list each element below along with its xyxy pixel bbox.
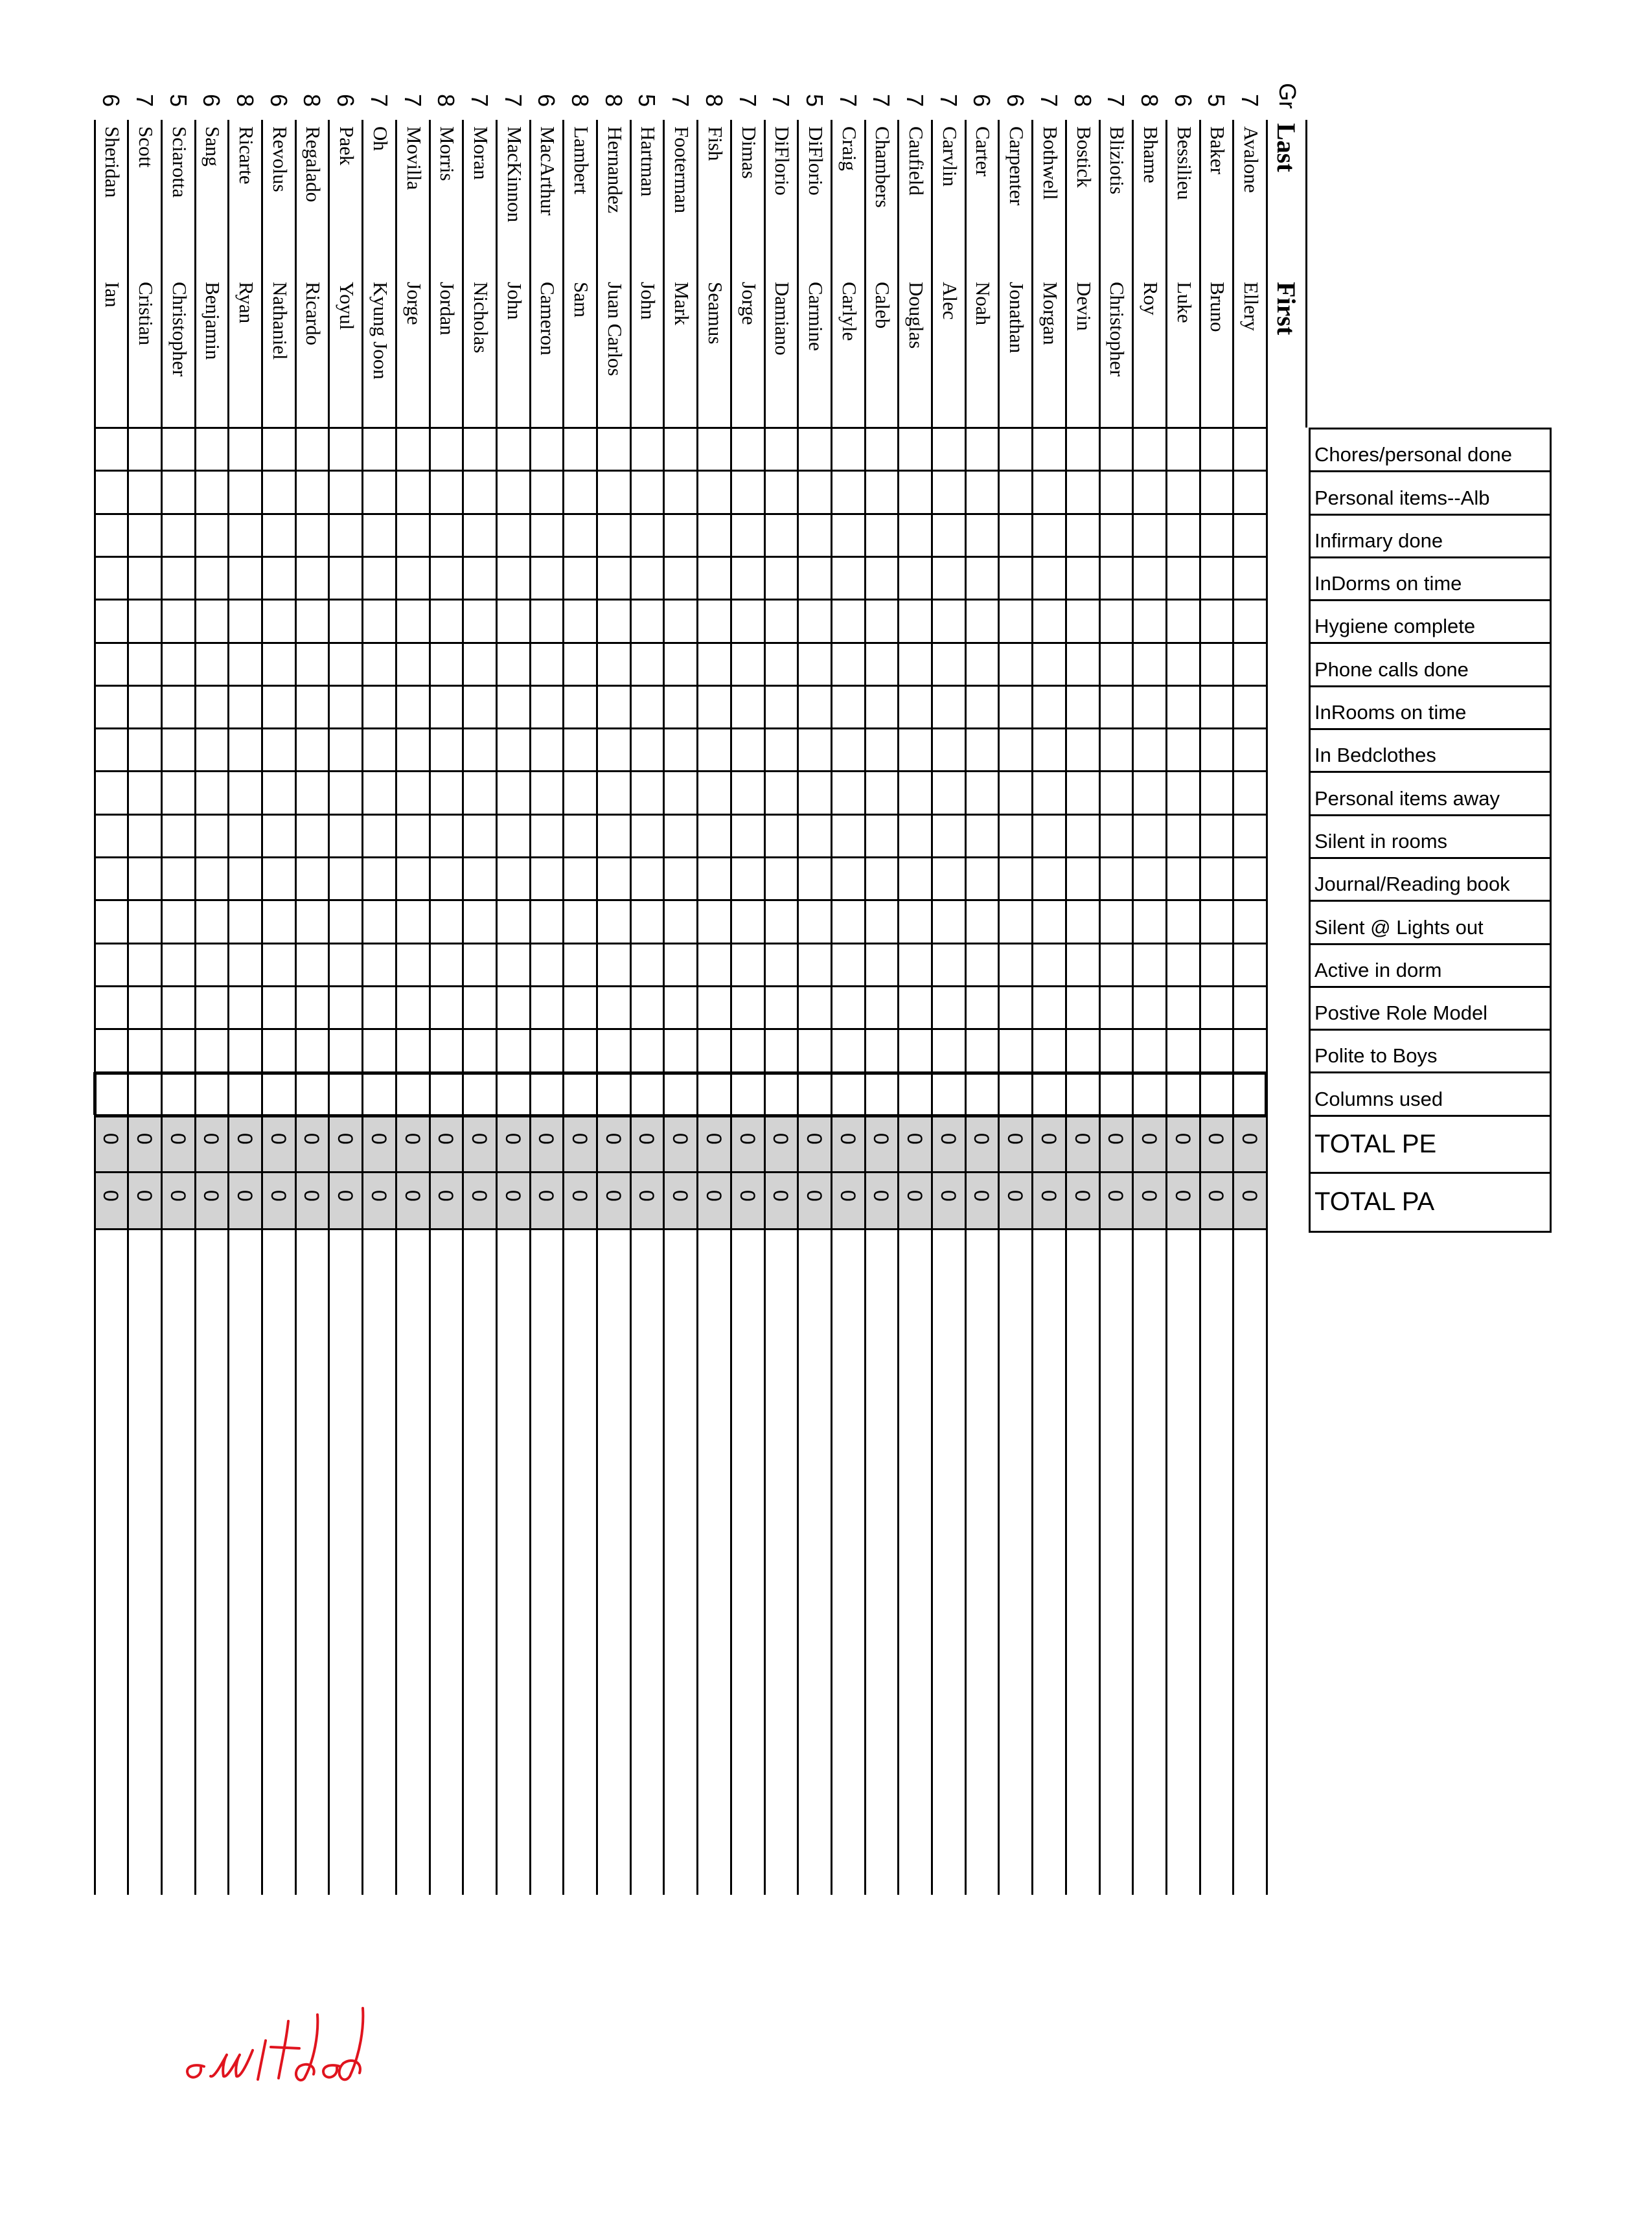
student-grade: 6: [98, 94, 125, 108]
total-value: 0: [1171, 1189, 1195, 1202]
header-first: First: [1272, 282, 1301, 336]
column-divider: [1232, 120, 1234, 1895]
total-value: 0: [702, 1189, 726, 1202]
total-value: 0: [1171, 1132, 1195, 1145]
column-divider: [998, 120, 1000, 1895]
student-grade: 6: [332, 94, 360, 108]
criteria-label: Personal items--Alb: [1311, 472, 1550, 515]
student-grade: 6: [265, 94, 292, 108]
total-value: 0: [635, 1132, 659, 1145]
student-first-name: Cameron: [536, 282, 560, 356]
total-value: 0: [1137, 1132, 1161, 1145]
total-value: 0: [601, 1189, 625, 1202]
criteria-rule: [95, 1114, 1267, 1117]
total-value: 0: [132, 1189, 156, 1202]
student-last-name: Sciarotta: [168, 126, 191, 198]
student-first-name: Carmine: [804, 282, 827, 351]
criteria-panel: [1309, 428, 1552, 1233]
student-grade: 8: [1069, 94, 1096, 108]
column-divider: [831, 120, 832, 1895]
student-last-name: Baker: [1206, 126, 1230, 175]
criteria-rule: [95, 770, 1267, 772]
student-first-name: Benjamin: [201, 282, 225, 360]
criteria-rule: [95, 599, 1267, 601]
student-first-name: Seamus: [704, 282, 727, 345]
criteria-rule: [95, 642, 1267, 644]
student-last-name: Hernandez: [603, 126, 626, 214]
student-grade: 7: [399, 94, 426, 108]
student-grade: 7: [1035, 94, 1062, 108]
total-value: 0: [132, 1132, 156, 1145]
student-last-name: Moran: [469, 126, 492, 180]
student-last-name: Ricarte: [235, 126, 258, 185]
student-grade: 7: [365, 94, 393, 108]
student-last-name: Chambers: [871, 126, 895, 208]
student-last-name: Carpenter: [1005, 126, 1029, 206]
student-last-name: Bhame: [1139, 126, 1162, 183]
total-value: 0: [300, 1132, 324, 1145]
total-value: 0: [669, 1132, 693, 1145]
total-value: 0: [970, 1189, 994, 1202]
criteria-rule: [95, 1028, 1267, 1030]
total-value: 0: [869, 1189, 893, 1202]
total-value: 0: [434, 1132, 458, 1145]
student-last-name: Oh: [369, 126, 392, 151]
criteria-label: Polite to Boys: [1311, 1031, 1550, 1073]
criteria-rule: [95, 814, 1267, 816]
criteria-label: Personal items away: [1311, 773, 1550, 816]
student-first-name: Ian: [101, 282, 124, 308]
student-first-name: Ricardo: [302, 282, 325, 346]
criteria-label: InRooms on time: [1311, 687, 1550, 730]
student-last-name: Sheridan: [101, 126, 124, 198]
total-value: 0: [501, 1189, 525, 1202]
total-value: 0: [200, 1132, 224, 1145]
total-value: 0: [1104, 1189, 1128, 1202]
total-value: 0: [802, 1132, 826, 1145]
total-value: 0: [1204, 1132, 1228, 1145]
column-divider: [462, 120, 464, 1895]
column-divider: [730, 120, 732, 1895]
student-last-name: Caufield: [905, 126, 928, 196]
student-first-name: Carlyle: [838, 282, 861, 341]
column-divider: [1165, 120, 1167, 1895]
criteria-rule: [95, 470, 1267, 472]
student-last-name: Footerman: [671, 126, 694, 214]
total-label: TOTAL PE: [1311, 1117, 1550, 1174]
total-value: 0: [769, 1132, 793, 1145]
student-grade: 7: [834, 94, 862, 108]
column-divider: [931, 120, 933, 1895]
total-value: 0: [467, 1132, 491, 1145]
criteria-label: Active in dorm: [1311, 945, 1550, 988]
student-grade: 8: [567, 94, 593, 108]
total-value: 0: [735, 1132, 759, 1145]
criteria-rule: [95, 685, 1267, 687]
column-divider: [1099, 120, 1101, 1895]
criteria-label: Columns used: [1311, 1073, 1550, 1116]
student-first-name: Nathaniel: [268, 282, 292, 360]
column-divider: [864, 120, 866, 1895]
criteria-rule: [95, 556, 1267, 558]
column-divider: [696, 120, 698, 1895]
criteria-label: Postive Role Model: [1311, 988, 1550, 1031]
column-divider: [161, 120, 163, 1895]
column-divider: [630, 120, 632, 1895]
total-value: 0: [166, 1132, 190, 1145]
student-first-name: Nicholas: [469, 282, 492, 354]
student-last-name: Revolus: [268, 126, 292, 192]
student-first-name: Christopher: [168, 282, 191, 377]
student-last-name: Regalado: [302, 126, 325, 203]
student-last-name: Carvlin: [938, 126, 961, 187]
student-grade: 7: [935, 94, 962, 108]
total-value: 0: [400, 1132, 424, 1145]
total-value: 0: [1004, 1132, 1027, 1145]
total-value: 0: [434, 1189, 458, 1202]
student-grade: 5: [801, 94, 828, 108]
student-first-name: Jorge: [402, 282, 426, 325]
total-value: 0: [1104, 1132, 1128, 1145]
student-first-name: Sam: [570, 282, 593, 318]
student-last-name: DiFlorio: [771, 126, 794, 196]
student-last-name: Bothwell: [1038, 126, 1062, 200]
student-grade: 7: [466, 94, 493, 108]
student-last-name: Bessilieu: [1173, 126, 1196, 200]
total-value: 0: [1204, 1189, 1228, 1202]
criteria-label: Infirmary done: [1311, 516, 1550, 558]
student-last-name: Bliziotis: [1106, 126, 1129, 195]
student-grade: 5: [634, 94, 661, 108]
header-last: Last: [1272, 123, 1301, 172]
total-value: 0: [233, 1189, 257, 1202]
column-divider: [596, 120, 598, 1895]
student-grade: 7: [499, 94, 527, 108]
total-value: 0: [1137, 1189, 1161, 1202]
student-first-name: Kyung Joon: [369, 282, 392, 380]
student-first-name: Alec: [938, 282, 961, 320]
total-value: 0: [735, 1189, 759, 1202]
header-divider: [1305, 120, 1307, 428]
column-divider: [965, 120, 967, 1895]
column-divider: [94, 120, 96, 1895]
column-divider: [1199, 120, 1201, 1895]
student-last-name: Paek: [336, 126, 359, 166]
student-grade: 6: [1169, 94, 1197, 108]
criteria-label: Silent @ Lights out: [1311, 902, 1550, 944]
criteria-label: InDorms on time: [1311, 558, 1550, 601]
student-grade: 5: [1203, 94, 1230, 108]
total-value: 0: [200, 1189, 224, 1202]
column-divider: [1031, 120, 1033, 1895]
student-first-name: John: [637, 282, 660, 320]
criteria-label: Hygiene complete: [1311, 601, 1550, 644]
column-divider: [261, 120, 263, 1895]
student-first-name: Devin: [1072, 282, 1096, 331]
total-value: 0: [501, 1132, 525, 1145]
student-grade: 6: [198, 94, 225, 108]
student-first-name: Cristian: [134, 282, 157, 346]
total-value: 0: [936, 1189, 960, 1202]
column-divider: [797, 120, 799, 1895]
total-value: 0: [1037, 1189, 1061, 1202]
student-first-name: Douglas: [905, 282, 928, 349]
column-divider: [295, 120, 297, 1895]
student-first-name: Caleb: [871, 282, 895, 329]
total-value: 0: [669, 1189, 693, 1202]
student-last-name: Hartman: [637, 126, 660, 197]
student-grade: 8: [1136, 94, 1163, 108]
total-value: 0: [266, 1132, 290, 1145]
criteria-label: Journal/Reading book: [1311, 859, 1550, 902]
column-divider: [1266, 120, 1268, 1895]
columns-used-box-right: [1265, 1072, 1268, 1115]
column-divider: [562, 120, 564, 1895]
student-grade: 7: [868, 94, 895, 108]
total-value: 0: [568, 1189, 591, 1202]
total-value: 0: [1004, 1189, 1027, 1202]
student-last-name: Lambert: [570, 126, 593, 195]
student-grade: 8: [232, 94, 258, 108]
column-divider: [361, 120, 363, 1895]
total-value: 0: [836, 1189, 860, 1202]
student-first-name: Morgan: [1038, 282, 1062, 345]
header-grade: Gr: [1274, 83, 1301, 109]
student-first-name: Ryan: [235, 282, 258, 324]
criteria-label: Phone calls done: [1311, 644, 1550, 687]
total-value: 0: [266, 1189, 290, 1202]
total-value: 0: [936, 1132, 960, 1145]
total-value: 0: [836, 1132, 860, 1145]
student-grade: 6: [969, 94, 996, 108]
total-value: 0: [400, 1189, 424, 1202]
student-first-name: Jorge: [737, 282, 761, 325]
criteria-rule: [95, 943, 1267, 944]
student-grade: 6: [533, 94, 560, 108]
total-value: 0: [99, 1189, 123, 1202]
total-value: 0: [367, 1189, 391, 1202]
total-value: 0: [334, 1132, 358, 1145]
columns-used-box-left: [93, 1072, 97, 1115]
student-last-name: Fish: [704, 126, 727, 161]
total-value: 0: [534, 1189, 558, 1202]
student-grade: 7: [1237, 94, 1263, 108]
student-grade: 7: [768, 94, 795, 108]
total-value: 0: [1070, 1132, 1094, 1145]
student-grade: 8: [433, 94, 460, 108]
student-grade: 8: [700, 94, 728, 108]
student-last-name: Dimas: [737, 126, 761, 179]
total-value: 0: [1037, 1132, 1061, 1145]
column-divider: [764, 120, 766, 1895]
total-value: 0: [1238, 1132, 1261, 1145]
column-divider: [1132, 120, 1134, 1895]
column-divider: [897, 120, 899, 1895]
student-first-name: Mark: [671, 282, 694, 326]
criteria-rule: [95, 513, 1267, 515]
student-first-name: Luke: [1173, 282, 1196, 323]
student-first-name: Ellery: [1240, 282, 1263, 331]
total-value: 0: [166, 1189, 190, 1202]
student-last-name: Sang: [201, 126, 225, 166]
name-bottom-rule: [95, 427, 1267, 429]
total-value: 0: [903, 1189, 926, 1202]
column-divider: [1065, 120, 1067, 1895]
totals-rule: [95, 1228, 1267, 1230]
column-divider: [194, 120, 196, 1895]
student-first-name: Yoyul: [336, 282, 359, 330]
criteria-rule: [95, 985, 1267, 987]
total-value: 0: [467, 1189, 491, 1202]
student-first-name: Jordan: [436, 282, 459, 336]
student-grade: 7: [902, 94, 928, 108]
student-last-name: Avalone: [1240, 126, 1263, 193]
criteria-label: Chores/personal done: [1311, 429, 1550, 472]
total-value: 0: [233, 1132, 257, 1145]
column-divider: [429, 120, 431, 1895]
student-grade: 7: [1103, 94, 1130, 108]
column-divider: [663, 120, 665, 1895]
student-grade: 8: [299, 94, 326, 108]
total-label: TOTAL PA: [1314, 1187, 1435, 1217]
totals-rule: [95, 1171, 1267, 1173]
total-value: 0: [1238, 1189, 1261, 1202]
total-value: 0: [534, 1132, 558, 1145]
student-grade: 7: [667, 94, 694, 108]
total-value: 0: [635, 1189, 659, 1202]
total-value: 0: [99, 1132, 123, 1145]
total-value: 0: [601, 1132, 625, 1145]
student-grade: 6: [1002, 94, 1029, 108]
column-divider: [529, 120, 531, 1895]
column-divider: [328, 120, 330, 1895]
total-value: 0: [300, 1189, 324, 1202]
column-divider: [227, 120, 229, 1895]
student-grade: 7: [131, 94, 158, 108]
student-first-name: Bruno: [1206, 282, 1230, 332]
criteria-label: In Bedclothes: [1311, 730, 1550, 773]
student-first-name: Juan Carlos: [603, 282, 626, 376]
criteria-rule: [95, 899, 1267, 901]
criteria-label: Silent in rooms: [1311, 816, 1550, 859]
student-last-name: MacKinnon: [503, 126, 526, 223]
column-divider: [496, 120, 498, 1895]
student-last-name: MacArthur: [536, 126, 560, 216]
criteria-rule: [95, 727, 1267, 729]
student-first-name: Noah: [972, 282, 995, 326]
student-last-name: Scott: [134, 126, 157, 168]
student-grade: 8: [600, 94, 627, 108]
criteria-rule: [95, 1071, 1267, 1075]
column-divider: [395, 120, 397, 1895]
student-last-name: Craig: [838, 126, 861, 171]
student-grade: 7: [734, 94, 761, 108]
total-value: 0: [802, 1189, 826, 1202]
total-value: 0: [334, 1189, 358, 1202]
column-divider: [127, 120, 129, 1895]
handwritten-signature: [149, 2002, 382, 2086]
student-last-name: DiFlorio: [804, 126, 827, 196]
total-value: 0: [970, 1132, 994, 1145]
student-last-name: Bostick: [1072, 126, 1096, 188]
student-first-name: Roy: [1139, 282, 1162, 315]
student-first-name: John: [503, 282, 526, 320]
total-value: 0: [903, 1132, 926, 1145]
student-grade: 5: [165, 94, 192, 108]
total-value: 0: [869, 1132, 893, 1145]
total-value: 0: [568, 1132, 591, 1145]
student-last-name: Movilla: [402, 126, 426, 190]
total-value: 0: [702, 1132, 726, 1145]
total-value: 0: [1070, 1189, 1094, 1202]
student-first-name: Jonathan: [1005, 282, 1029, 354]
criteria-rule: [95, 856, 1267, 858]
student-first-name: Christopher: [1106, 282, 1129, 377]
student-last-name: Morris: [436, 126, 459, 181]
student-first-name: Damiano: [771, 282, 794, 356]
student-last-name: Carter: [972, 126, 995, 177]
total-value: 0: [769, 1189, 793, 1202]
total-value: 0: [367, 1132, 391, 1145]
